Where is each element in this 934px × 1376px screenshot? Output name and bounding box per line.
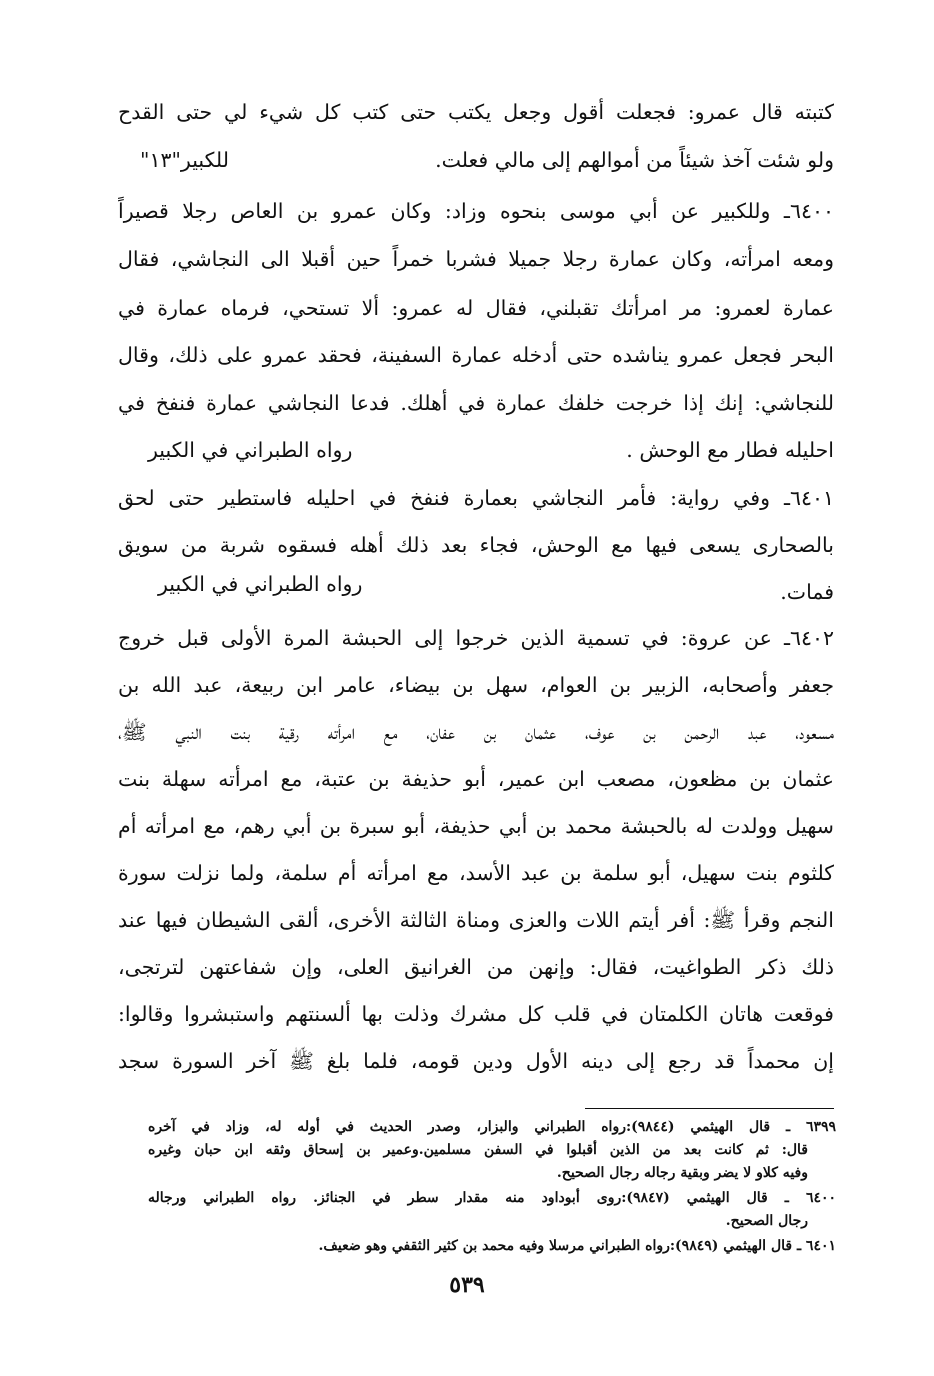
body-line: فوقعت هاتان الكلمتان في قلب كل مشرك وذلت بها ألسنتهم واستبشروا وقالوا: <box>118 1002 834 1026</box>
footnote-continuation: وفيه كلاو لا يضر وبقية رجاله رجال الصحيح. <box>556 1165 808 1181</box>
footnote-6400: ٦٤٠٠ ـ قال الهيثمي (٩٨٤٧):روى أبوداود منه مقدار سطر في الجنائز. رواه الطبراني ورجاله <box>148 1190 836 1206</box>
footnote-6399: ٦٣٩٩ ـ قال الهيثمي (٩٨٤٤):رواه الطبراني والبزار، وصدر الحديث في أوله له، وزاد في آخره <box>148 1119 836 1135</box>
body-line: جعفر وأصحابه، الزبير بن العوام، سهل بن بيضاء، عامر ابن ربيعة، عبد الله بن <box>118 673 834 697</box>
body-line-with-source <box>118 574 834 610</box>
source-citation: للكبير"١٣" <box>140 148 229 172</box>
body-line: سهيل وولدت له بالحبشة محمد بن أبي حذيفة، أبو سبرة بن أبي رهم، مع امرأته أم <box>118 814 834 838</box>
footnote-continuation: قال: ثم كانت بعد من الذين أقبلوا في السفن مسلمين.وعمير بن إسحاق وثقه ابن حبان وغيره <box>148 1142 808 1158</box>
body-line: ومعه امرأته، وكان عمارة رجلا جميلا فشربا خمراً حين أقبلا الى النجاشي، فقال <box>118 247 834 271</box>
page-number: ٥٣٩ <box>449 1272 485 1298</box>
body-line: بالصحارى يسعى فيها مع الوحش، فجاء بعد ذلك أهله فسقوه شربة من سويق <box>118 533 834 557</box>
body-line-text: ولو شئت آخذ شيئاً من أموالهم إلى مالي فعلت. <box>435 148 834 172</box>
body-line: عثمان بن مظعون، مصعب ابن عمير، أبو حذيفة بن عتبة، مع امرأته سهلة بنت <box>118 767 834 791</box>
hadith-6401-line: ٦٤٠١ـ وفي رواية: فأمر النجاشي بعمارة فنفخ في احليله فاستطير حتى لحق <box>118 486 834 510</box>
body-line-text: احليله فطار مع الوحش . <box>626 438 834 462</box>
body-line: النجم وقرأ ﷺ: أفر أيتم اللات والعزى ومناة الثالثة الأخرى، ألقى الشيطان فيها عند <box>118 908 834 932</box>
body-line: كتبته قال عمرو: فجعلت أقول وجعل يكتب حتى كتب كل شيء لي حتى القدح <box>118 100 834 124</box>
body-line: البحر فجعل عمرو يناشده حتى أدخله عمارة السفينة، فحقد عمرو على ذلك، وقال <box>118 343 834 367</box>
body-line: ذلك ذكر الطواغيت، فقال: وإنهن من الغرانيق العلى، وإن شفاعتهن لترتجى، <box>118 955 834 979</box>
hadith-6402-line: ٦٤٠٢ـ عن عروة: في تسمية الذين خرجوا إلى الحبشة المرة الأولى قبل خروج <box>118 626 834 650</box>
body-line-with-source <box>118 432 834 468</box>
hadith-6400-line: ٦٤٠٠ـ وللكبير عن أبي موسى بنحوه وزاد: وكان عمرو بن العاص رجلا قصيراً <box>118 199 834 223</box>
body-line: عمارة لعمرو: مر امرأتك تقبلني، فقال له عمرو: ألا تستحي، فرماه عمارة في <box>118 296 834 320</box>
body-line: كلثوم بنت سهيل، أبو سلمة بن عبد الأسد، مع امرأته أم سلمة، ولما نزلت سورة <box>118 861 834 885</box>
footnote-separator <box>585 1108 834 1109</box>
body-line: مسعود، عبد الرحمن بن عوف، عثمان بن عفان، مع امرأته رقية بنت النبي ﷺ، <box>118 720 834 744</box>
body-line: للنجاشي: إنك إذا خرجت خلفك عمارة في أهلك. فدعا النجاشي عمارة فنفخ في <box>118 391 834 415</box>
footnote-continuation: رجال الصحيح. <box>725 1213 808 1229</box>
source-citation: رواه الطبراني في الكبير <box>158 572 363 596</box>
footnote-6401: ٦٤٠١ ـ قال الهيثمي (٩٨٤٩):رواه الطبراني مرسلا وفيه محمد بن كثير الثقفي وهو ضعيف. <box>318 1238 836 1254</box>
body-line: إن محمداً قد رجع إلى دينه الأول ودين قومه، فلما بلغ ﷺ آخر السورة سجد <box>118 1049 834 1073</box>
body-line-text: فمات. <box>780 580 834 604</box>
body-line-with-source <box>118 142 834 178</box>
source-citation: رواه الطبراني في الكبير <box>148 438 353 462</box>
